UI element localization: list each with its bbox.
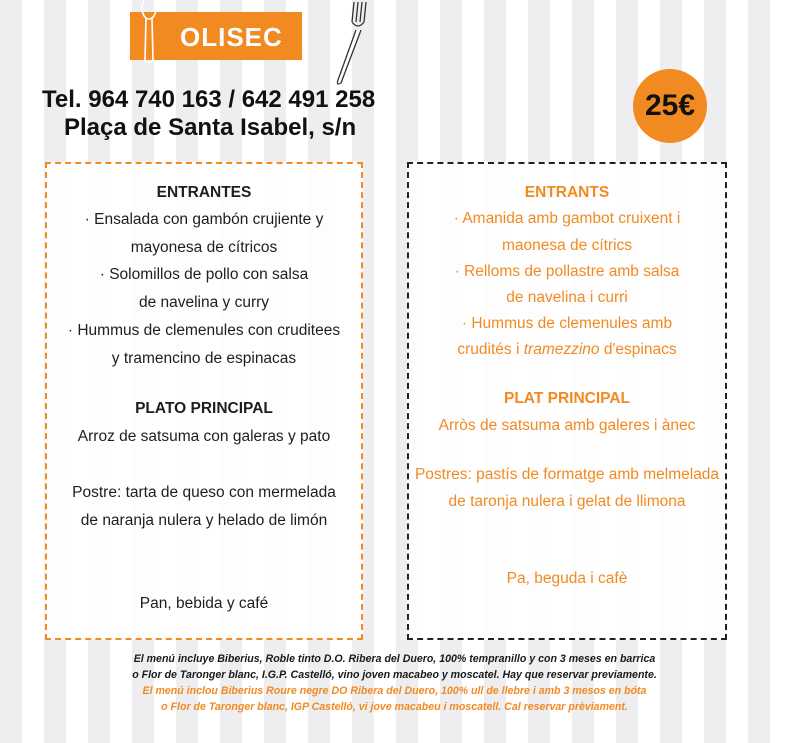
starter-line: mayonesa de cítricos	[130, 239, 278, 256]
starter-line: maonesa de cítrics	[501, 237, 633, 254]
italic-term: tramezzino	[523, 341, 600, 358]
main-heading-es: PLATO PRINCIPAL	[135, 400, 273, 417]
starters-heading-es: ENTRANTES	[156, 184, 252, 201]
starter-text: d'espinacs	[599, 341, 677, 358]
main-heading-ca: PLAT PRINCIPAL	[503, 390, 630, 407]
starter-text: crudités i	[457, 341, 524, 358]
address: Plaça de Santa Isabel, s/n	[64, 114, 357, 141]
extras-ca: Pa, beguda i cafè	[506, 570, 628, 587]
phone-numbers: Tel. 964 740 163 / 642 491 258	[42, 86, 376, 113]
starter-line: y tramencino de espinacas	[111, 350, 297, 367]
dessert-line: Postres: pastís de formatge amb melmelada	[414, 466, 720, 483]
starter-line	[409, 340, 725, 359]
menu-spanish	[45, 162, 363, 640]
main-course-es: Arroz de satsuma con galeras y pato	[77, 428, 331, 445]
starter-line: de navelina y curry	[138, 294, 270, 311]
dessert-line: de naranja nulera y helado de limón	[80, 512, 328, 529]
starter-line: · Ensalada con gambón crujiente y	[84, 211, 324, 228]
restaurant-name: OLISEC	[180, 22, 283, 52]
footnote-es-line: El menú incluye Biberius, Roble tinto D.O. Ribera del Duero, 100% tempranillo y con 3 meses en barrica	[133, 653, 656, 665]
starter-line: · Hummus de clemenules con cruditees	[67, 322, 341, 339]
footnote-es-line: o Flor de Taronger blanc, I.G.P. Castelló, vino joven macabeo y moscatel. Hay que reservar previamente.	[132, 669, 657, 681]
starter-line: · Amanida amb gambot cruixent i	[453, 210, 681, 227]
starters-heading-ca: ENTRANTS	[524, 184, 610, 201]
starter-line: · Solomillos de pollo con salsa	[99, 266, 309, 283]
dessert-line: Postre: tarta de queso con mermelada	[72, 484, 336, 501]
spoon-icon	[136, 0, 162, 64]
starter-line: de navelina i curri	[506, 289, 628, 306]
starter-line: · Hummus de clemenules amb	[461, 315, 673, 332]
fork-icon	[332, 0, 372, 86]
starter-line: · Relloms de pollastre amb salsa	[454, 263, 680, 280]
dessert-line: de taronja nulera i gelat de llimona	[448, 493, 686, 510]
main-course-ca: Arròs de satsuma amb galeres i ànec	[438, 417, 696, 434]
extras-es: Pan, bebida y café	[139, 595, 269, 612]
price-label: 25€	[644, 89, 696, 122]
footnote-ca-line: o Flor de Taronger blanc, IGP Castelló, vi jove macabeu i moscatell. Cal reservar prèviament.	[161, 701, 628, 713]
footnote-ca-line: El menú inclou Biberius Roure negre DO Ribera del Duero, 100% ull de llebre i amb 3 mesos en bóta	[142, 685, 647, 697]
menu-catalan	[407, 162, 727, 640]
price-badge	[633, 69, 707, 143]
